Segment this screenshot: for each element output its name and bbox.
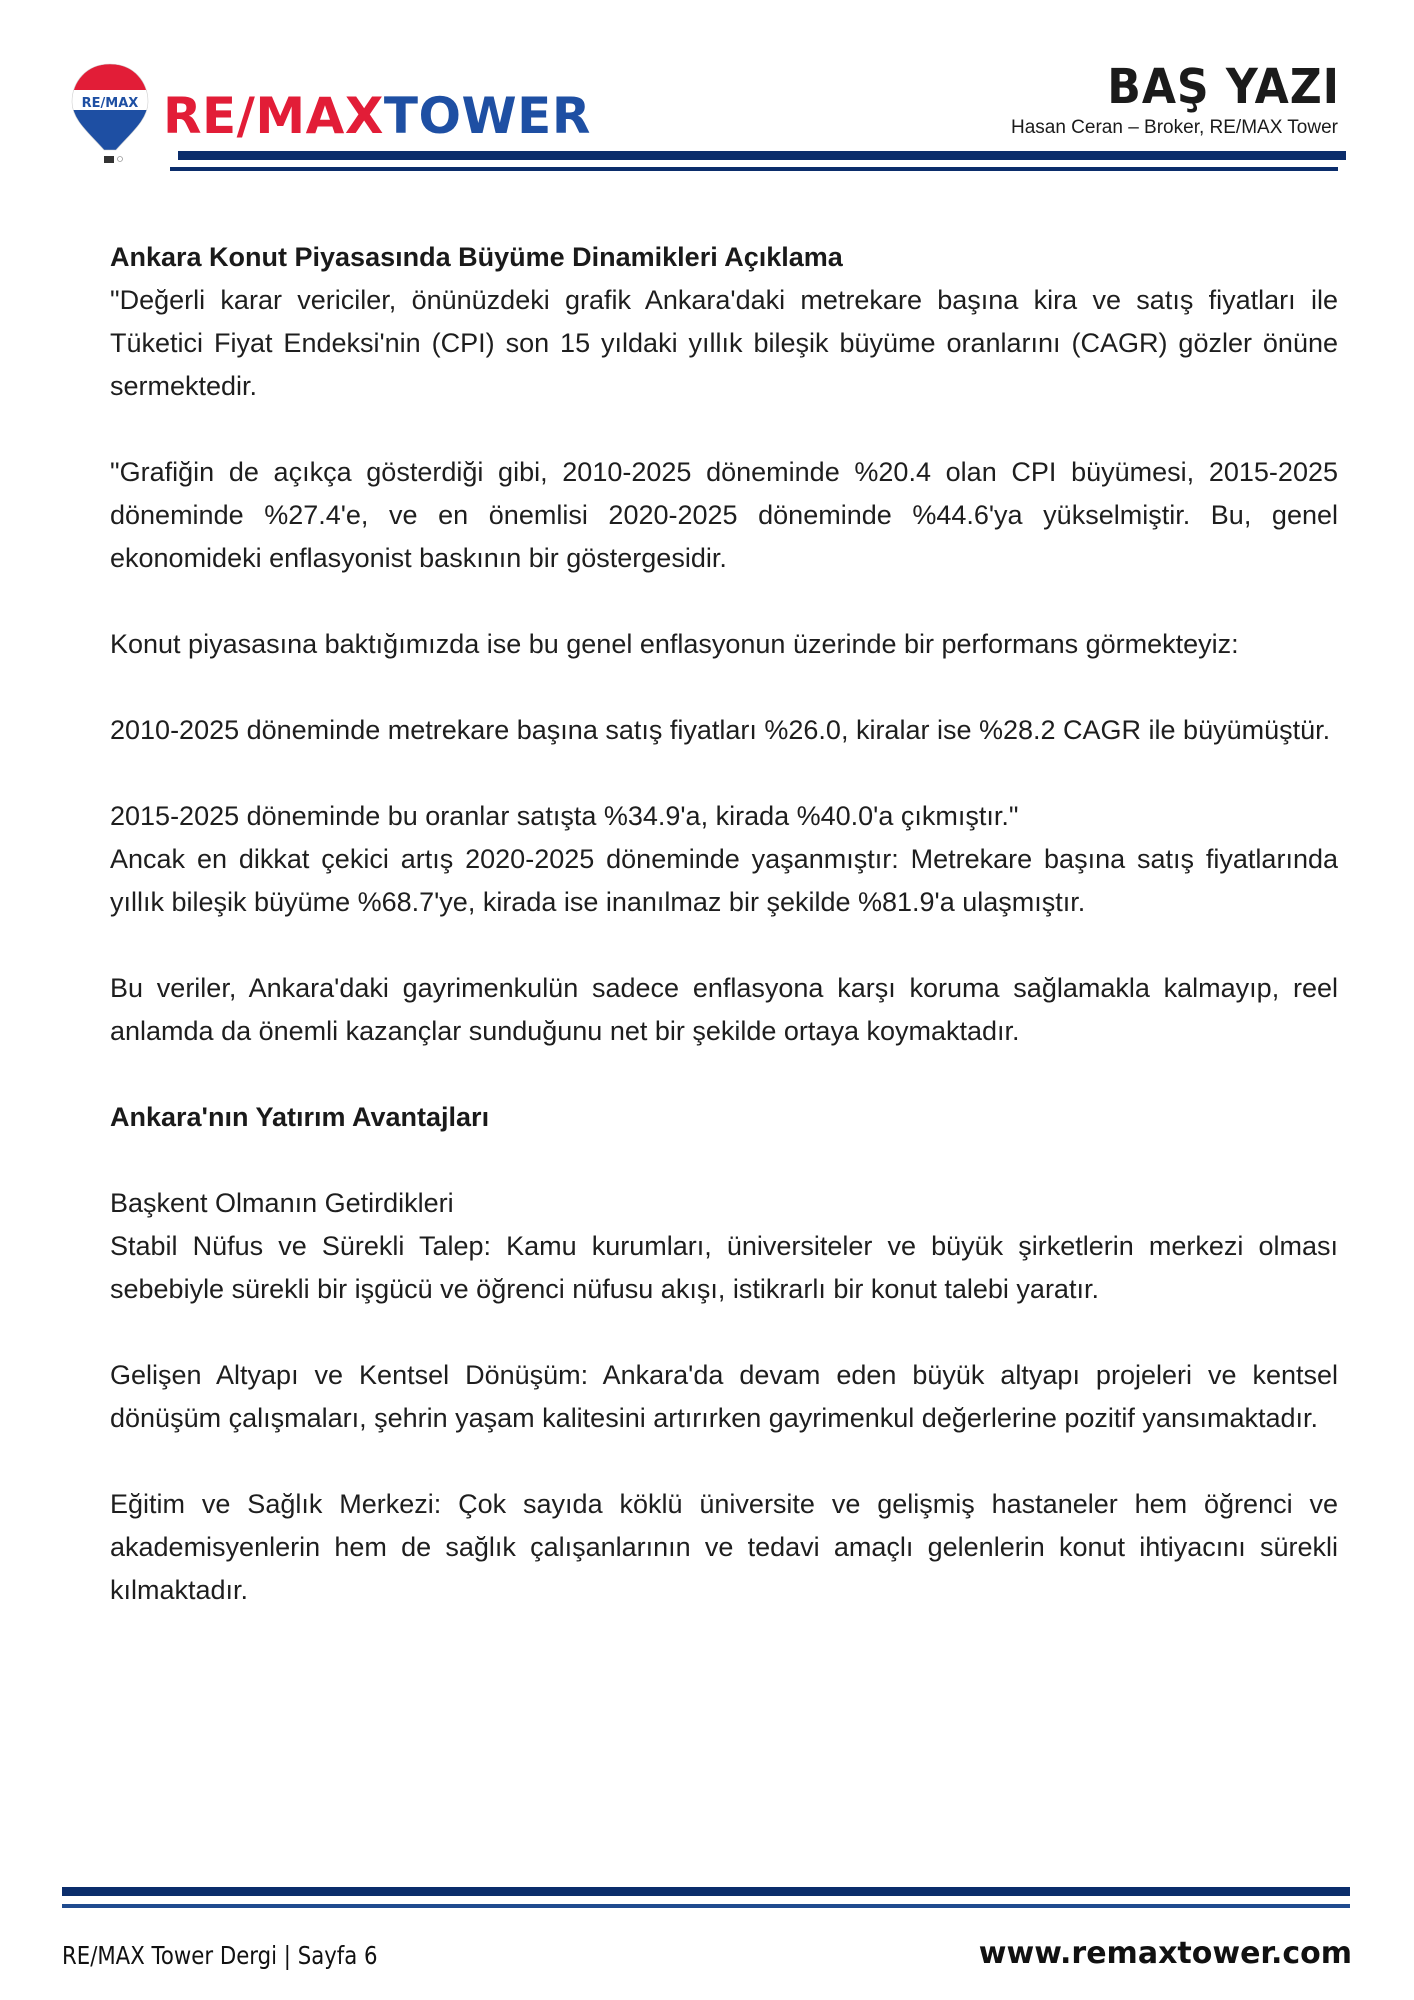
footer-divider-thick xyxy=(62,1887,1350,1896)
paragraph-2010-2025: 2010-2025 döneminde metrekare başına satış fiyatları %26.0, kiralar ise %28.2 CAGR ile büyümüştür. xyxy=(110,715,1331,745)
header-divider-thin xyxy=(170,167,1338,171)
section-title: BAŞ YAZI xyxy=(1107,59,1340,115)
header-divider-thick xyxy=(178,151,1346,160)
advantage-item: Gelişen Altyapı ve Kentsel Dönüşüm: Ankara'da devam eden büyük altyapı projeleri ve kentsel dönüşüm çalışmaları, şehrin yaşam kalitesini artırırken gayrimenkul değerlerine pozitif yansımaktadır. xyxy=(110,1360,1338,1433)
footer-publication: RE/MAX Tower Dergi | Sayfa 6 xyxy=(62,1941,378,1970)
remax-balloon-logo-icon xyxy=(68,62,152,166)
svg-text:RE/MAX: RE/MAX xyxy=(81,96,139,111)
article-body xyxy=(110,236,1338,1612)
paragraph-2020-2025: Ancak en dikkat çekici artış 2020-2025 döneminde yaşanmıştır: Metrekare başına satış fiyatlarında yıllık bileşik büyüme %68.7'ye, kirada ise inanılmaz bir şekilde %81.9'a ulaşmıştır. xyxy=(110,844,1338,917)
advantage-item: Eğitim ve Sağlık Merkezi: Çok sayıda köklü üniversite ve gelişmiş hastaneler hem öğrenci ve akademisyenlerin hem de sağlık çalışanlarının ve tedavi amaçlı gelenlerin konut ihtiyacını sürekli kılmaktadır. xyxy=(110,1489,1338,1605)
paragraph-conclusion: Bu veriler, Ankara'daki gayrimenkulün sadece enflasyona karşı koruma sağlamakla kalmayıp, reel anlamda da önemli kazançlar sunduğunu net bir şekilde ortaya koymaktadır. xyxy=(110,973,1338,1046)
brand-remax: RE/MAX xyxy=(163,87,384,145)
footer-divider-thin xyxy=(62,1904,1350,1908)
paragraph-intro: "Değerli karar vericiler, önünüzdeki grafik Ankara'daki metrekare başına kira ve satış fiyatları ile Tüketici Fiyat Endeksi'nin (CPI) son 15 yıldaki yıllık bileşik büyüme oranlarını (CAGR) gözler önüne sermektedir. xyxy=(110,285,1338,401)
article-subheading: Ankara'nın Yatırım Avantajları xyxy=(110,1102,490,1132)
article-heading: Ankara Konut Piyasasında Büyüme Dinamikleri Açıklama xyxy=(110,242,843,272)
footer-website-link[interactable]: www.remaxtower.com xyxy=(978,1936,1352,1971)
paragraph-housing: Konut piyasasına baktığımızda ise bu genel enflasyonun üzerinde bir performans görmekteyiz: xyxy=(110,629,1239,659)
advantages-intro: Başkent Olmanın Getirdikleri xyxy=(110,1188,454,1218)
paragraph-2015-2025: 2015-2025 döneminde bu oranlar satışta %34.9'a, kirada %40.0'a çıkmıştır." xyxy=(110,801,1019,831)
author-byline: Hasan Ceran – Broker, RE/MAX Tower xyxy=(1010,117,1338,138)
paragraph-cpi: "Grafiğin de açıkça gösterdiği gibi, 2010-2025 döneminde %20.4 olan CPI büyümesi, 2015-2025 döneminde %27.4'e, ve en önemlisi 2020-2025 döneminde %44.6'ya yükselmiştir. Bu, genel ekonomideki enflasyonist baskının bir göstergesidir. xyxy=(110,457,1338,573)
advantage-item: Stabil Nüfus ve Sürekli Talep: Kamu kurumları, üniversiteler ve büyük şirketlerin merkezi olması sebebiyle sürekli bir işgücü ve öğrenci nüfusu akışı, istikrarlı bir konut talebi yaratır. xyxy=(110,1231,1338,1304)
brand-wordmark xyxy=(163,88,591,144)
brand-tower: TOWER xyxy=(383,87,591,145)
